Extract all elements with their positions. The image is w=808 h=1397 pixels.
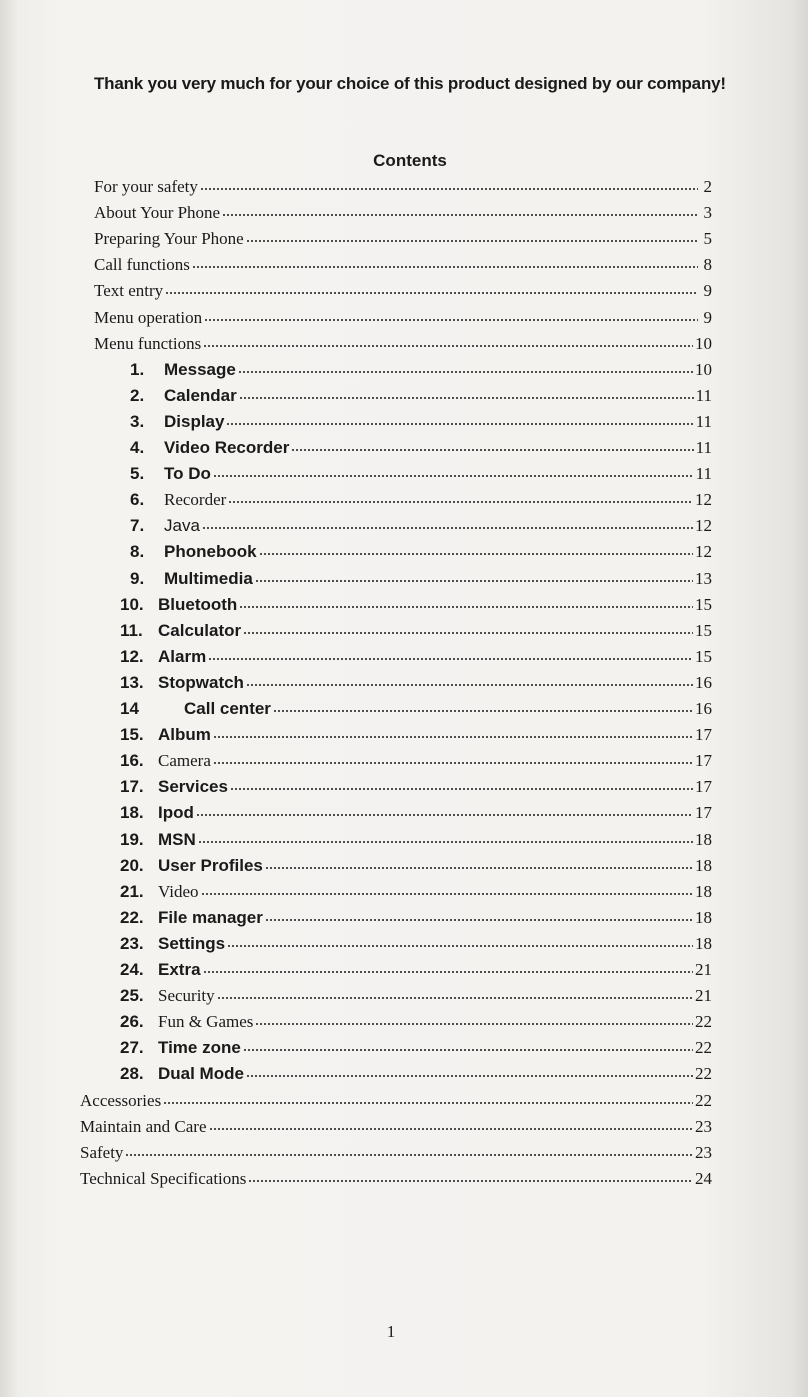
dot-leader (230, 778, 693, 792)
toc-entry-label: Settings (158, 933, 226, 953)
dot-leader (291, 439, 693, 453)
toc-entry-label: Menu functions (94, 333, 202, 353)
toc-entry-label: About Your Phone (94, 203, 221, 223)
toc-entry-label: Video (158, 881, 199, 901)
toc-entry-label: Call center (184, 699, 271, 718)
toc-entry-page: 16 (695, 699, 712, 718)
dot-leader (246, 1065, 693, 1079)
toc-entry (94, 278, 712, 304)
toc-entry-page: 15 (695, 620, 712, 640)
toc-entry-label: Ipod (158, 803, 194, 823)
toc-entry-page: 10 (695, 359, 712, 379)
toc-entry-label: Services (158, 777, 228, 797)
toc-entry-page: 11 (695, 411, 712, 431)
dot-leader (213, 726, 693, 740)
toc-entry-page: 8 (703, 255, 712, 275)
toc-entry-page: 18 (695, 829, 712, 849)
dot-leader (248, 1170, 693, 1184)
toc-entry-label: Accessories (80, 1090, 162, 1110)
dot-leader (200, 178, 698, 192)
page-number: 1 (386, 1322, 396, 1341)
toc-entry (80, 1114, 712, 1140)
dot-leader (209, 1118, 693, 1132)
toc-entry (120, 696, 712, 722)
toc-entry-label: Video Recorder (164, 438, 290, 457)
toc-entry (130, 539, 712, 565)
toc-entry-page: 15 (695, 646, 712, 666)
toc-entry-number: 7. (130, 516, 145, 536)
toc-entry-label: To Do (164, 464, 211, 484)
toc-entry (120, 670, 712, 696)
dot-leader (192, 256, 698, 270)
toc-entry-number: 17. (120, 777, 144, 797)
dot-leader (213, 752, 693, 766)
toc-entry-page: 12 (695, 490, 712, 510)
toc-entry (120, 1035, 712, 1061)
dot-leader (238, 361, 693, 375)
dot-leader (239, 387, 694, 401)
toc-entry-number: 1. (130, 359, 145, 379)
dot-leader (255, 570, 693, 584)
toc-entry-number: 26. (120, 1012, 144, 1032)
toc-entry (130, 357, 712, 383)
toc-entry-page: 17 (695, 777, 712, 797)
toc-entry (120, 644, 712, 670)
toc-entry-number: 21. (120, 881, 144, 901)
toc-entry-label: Recorder (164, 490, 227, 510)
toc-entry-page: 2 (703, 177, 712, 196)
toc-entry-page: 22 (695, 1090, 712, 1110)
toc-entry-label: Stopwatch (158, 672, 244, 692)
toc-entry-label: Calculator (158, 620, 242, 640)
dot-leader (265, 857, 693, 871)
toc-entry-label: Calendar (164, 385, 237, 405)
toc-entry-label: Preparing Your Phone (94, 229, 244, 249)
toc-entry-number: 13. (120, 672, 144, 692)
toc-entry-number: 6. (130, 490, 145, 510)
dot-leader (201, 883, 693, 897)
toc-entry-label: For your safety (94, 177, 198, 196)
toc-entry (94, 331, 712, 357)
dot-leader (227, 935, 693, 949)
dot-leader (273, 700, 693, 714)
toc-entry-number: 24. (120, 960, 144, 979)
dot-leader (246, 674, 693, 688)
toc-entry-number: 20. (120, 855, 144, 875)
toc-entry-label: Java (164, 516, 200, 536)
dot-leader (222, 204, 698, 218)
dot-leader (196, 804, 693, 818)
toc-entry-page: 12 (695, 516, 712, 536)
toc-entry-page: 22 (695, 1038, 712, 1058)
toc-entry-page: 16 (695, 672, 712, 692)
dot-leader (265, 909, 693, 923)
toc-entry-label: Fun & Games (158, 1012, 254, 1032)
dot-leader (226, 413, 693, 427)
intro-text: Thank you very much for your choice of this product designed by our company! (94, 74, 726, 93)
toc-entry-number: 25. (120, 986, 144, 1006)
toc-entry-number: 28. (120, 1064, 144, 1084)
toc-entry-page: 22 (695, 1064, 712, 1084)
toc-entry (94, 252, 712, 278)
toc-entry (120, 800, 712, 826)
toc-entry (130, 409, 712, 435)
toc-entry (94, 200, 712, 226)
toc-entry (120, 957, 712, 983)
toc-entry (120, 1009, 712, 1035)
toc-entry-label: Technical Specifications (80, 1168, 247, 1188)
toc-entry (120, 827, 712, 853)
toc-entry-label: Text entry (94, 281, 164, 301)
toc-entry-label: Phonebook (164, 542, 257, 562)
toc-entry-label: User Profiles (158, 855, 263, 875)
toc-entry-number: 18. (120, 803, 144, 823)
toc-entry (130, 435, 712, 461)
dot-leader (259, 543, 693, 557)
toc-entry (120, 931, 712, 957)
toc-entry-page: 9 (703, 281, 712, 301)
toc-entry (120, 592, 712, 618)
toc-entry-number: 15. (120, 725, 144, 745)
toc-entry (94, 226, 712, 252)
toc-entry-number: 22. (120, 907, 144, 927)
toc-entry-number: 14 (120, 699, 139, 718)
toc-entry-label: Extra (158, 960, 201, 979)
toc-entry-page: 21 (695, 960, 712, 979)
toc-entry-label: Security (158, 986, 215, 1006)
toc-entry-number: 4. (130, 438, 145, 457)
toc-entry-number: 23. (120, 933, 144, 953)
toc-entry-page: 18 (695, 933, 712, 953)
toc-entry-page: 23 (695, 1142, 712, 1162)
toc-entry (130, 461, 712, 487)
toc-entry-label: Message (164, 359, 236, 379)
dot-leader (204, 309, 698, 323)
dot-leader (243, 1039, 693, 1053)
dot-leader (255, 1013, 693, 1027)
toc-entry (120, 748, 712, 774)
toc-entry (80, 1140, 712, 1166)
toc-entry-label: Maintain and Care (80, 1116, 207, 1136)
toc-entry (120, 722, 712, 748)
toc-entry-label: Menu operation (94, 307, 203, 327)
toc-entry-page: 17 (695, 725, 712, 745)
toc-entry (94, 174, 712, 200)
dot-leader (243, 622, 693, 636)
toc-entry-label: Multimedia (164, 568, 253, 588)
toc-entry-page: 23 (695, 1116, 712, 1136)
toc-entry-page: 18 (695, 855, 712, 875)
dot-leader (203, 335, 693, 349)
dot-leader (163, 1092, 693, 1106)
toc-entry-label: Safety (80, 1142, 124, 1162)
toc-entry-page: 18 (695, 881, 712, 901)
toc-entry-number: 5. (130, 464, 145, 484)
dot-leader (202, 517, 693, 531)
toc-entry-page: 11 (695, 438, 712, 457)
toc-entry-number: 3. (130, 411, 145, 431)
toc-entry (120, 774, 712, 800)
toc-entry-page: 13 (695, 568, 712, 588)
toc-entry (120, 853, 712, 879)
dot-leader (203, 961, 693, 975)
contents-heading: Contents (373, 151, 447, 170)
toc-entry-label: Time zone (158, 1038, 241, 1058)
toc-entry-page: 11 (695, 464, 712, 484)
toc-entry-number: 19. (120, 829, 144, 849)
toc-entry-page: 17 (695, 751, 712, 771)
toc-entry-number: 11. (120, 620, 143, 640)
toc-entry-page: 10 (695, 333, 712, 353)
toc-entry-number: 12. (120, 646, 144, 666)
toc-entry-page: 11 (695, 385, 712, 405)
toc-entry-page: 18 (695, 907, 712, 927)
toc-entry-label: Bluetooth (158, 594, 238, 614)
toc-entry-page: 3 (703, 203, 712, 223)
toc-entry-label: File manager (158, 907, 263, 927)
toc-entry (80, 1088, 712, 1114)
toc-entry-page: 15 (695, 594, 712, 614)
dot-leader (217, 987, 693, 1001)
toc-entry-label: Call functions (94, 255, 190, 275)
dot-leader (208, 648, 693, 662)
dot-leader (125, 1144, 693, 1158)
toc-entry (120, 879, 712, 905)
toc-entry (130, 513, 712, 539)
dot-leader (239, 596, 693, 610)
toc-entry-page: 21 (695, 986, 712, 1006)
toc-entry-label: Album (158, 725, 211, 745)
toc-entry-page: 24 (695, 1168, 712, 1188)
toc-entry (130, 566, 712, 592)
toc-entry-label: Display (164, 411, 225, 431)
toc-entry-page: 17 (695, 803, 712, 823)
toc-entry (120, 983, 712, 1009)
toc-entry-number: 10. (120, 594, 144, 614)
dot-leader (246, 230, 698, 244)
toc-entry (130, 487, 712, 513)
toc-entry-page: 22 (695, 1012, 712, 1032)
dot-leader (198, 831, 693, 845)
toc-entry (80, 1166, 712, 1192)
toc-entry (94, 305, 712, 331)
dot-leader (213, 465, 694, 479)
toc-entry (130, 383, 712, 409)
toc-entry-page: 9 (703, 307, 712, 327)
toc-entry-number: 8. (130, 542, 145, 562)
toc-entry-label: Camera (158, 751, 211, 771)
toc-entry-label: MSN (158, 829, 196, 849)
dot-leader (165, 282, 698, 296)
toc-entry-label: Alarm (158, 646, 207, 666)
toc-entry-number: 27. (120, 1038, 144, 1058)
toc-entry-number: 2. (130, 385, 145, 405)
toc-entry-page: 5 (703, 229, 712, 249)
toc-entry-label: Dual Mode (158, 1064, 244, 1084)
toc-entry-number: 16. (120, 751, 144, 771)
toc-entry (120, 1061, 712, 1087)
toc-entry-number: 9. (130, 568, 145, 588)
toc-entry-page: 12 (695, 542, 712, 562)
dot-leader (228, 491, 693, 505)
toc-entry (120, 618, 712, 644)
toc-entry (120, 905, 712, 931)
